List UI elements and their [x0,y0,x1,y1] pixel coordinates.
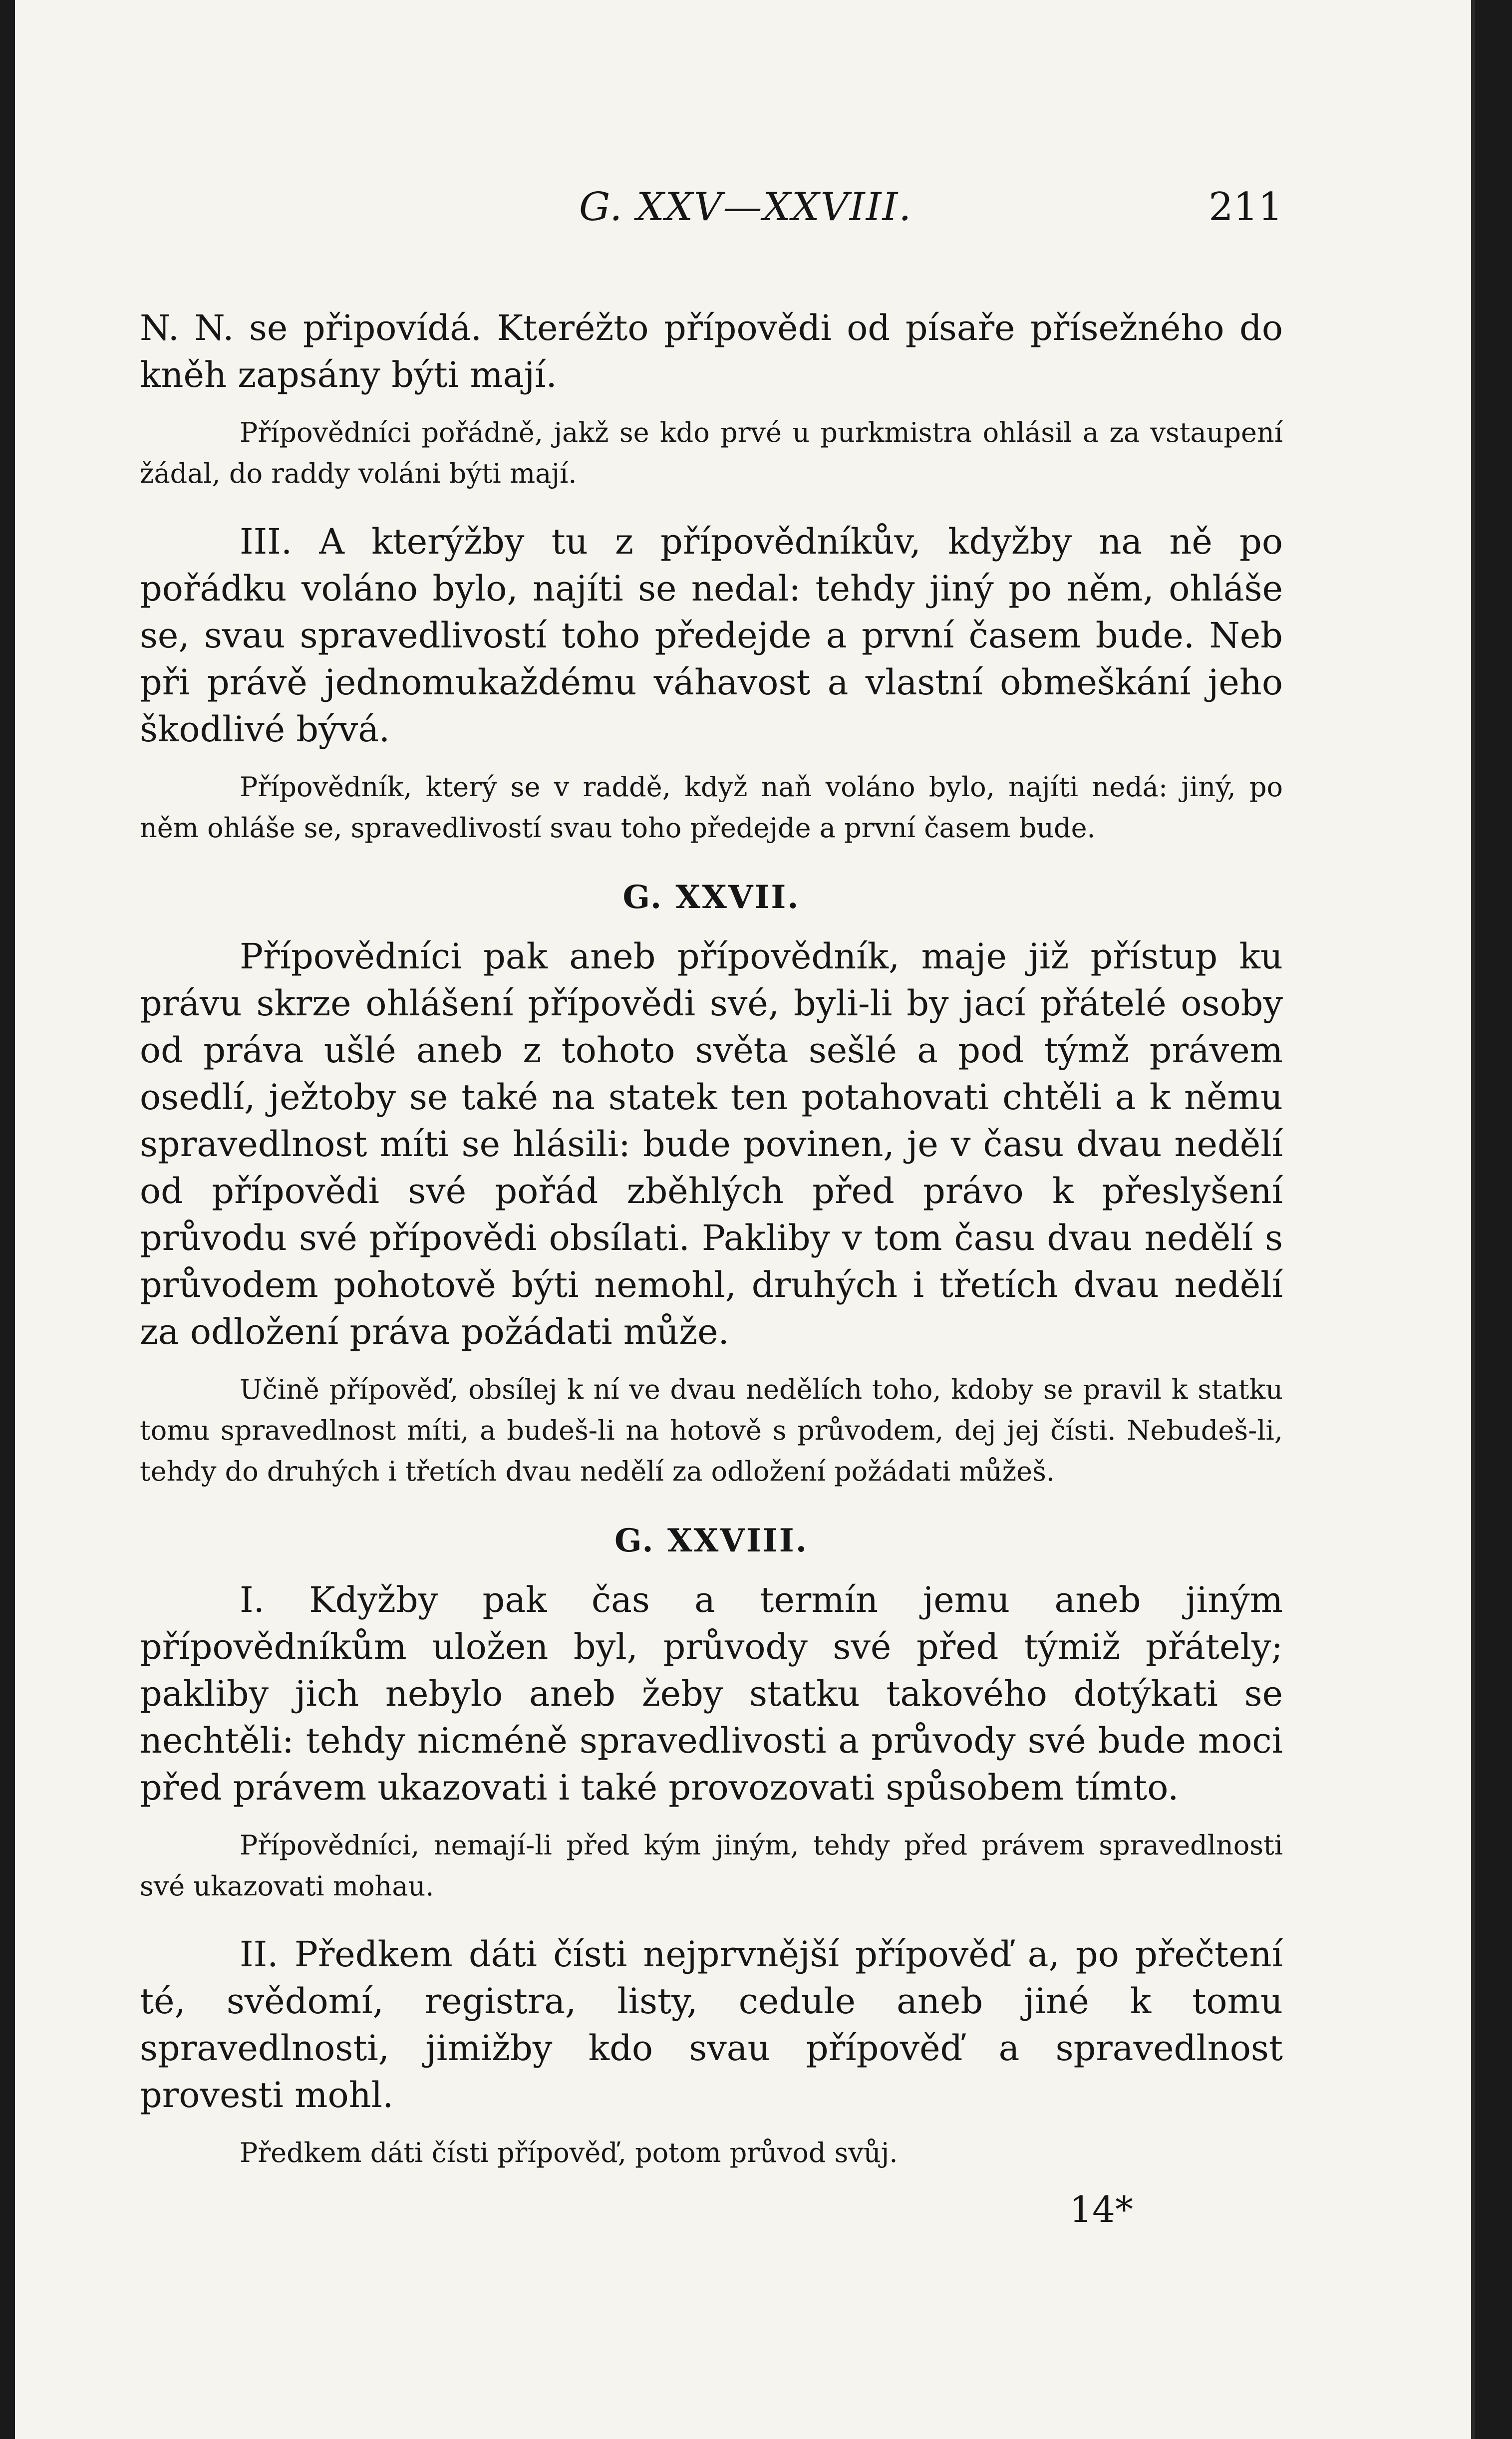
paragraph-gloss: Předkem dáti čísti přípověď, potom průvod svůj. [240,2137,898,2168]
paragraph-main: N. N. se připovídá. Kteréžto přípovědi od písaře přísežného do kněh zapsány býti mají. [140,307,1283,395]
page-number: 211 [1209,185,1283,230]
book-page [15,0,1475,2439]
paragraph-main: Přípovědníci pak aneb přípovědník, maje již přístup ku právu skrze ohlášení přípovědi své, byli-li by jací přátelé osoby od práva ušlé aneb z tohoto světa sešlé a pod týmž právem osedlí, ježtoby se také na statek ten potahovati chtěli a k němu spravedlnost míti se hlásili: bude povinen, je v času dvau nedělí od přípovědi své pořád zběhlých před právo k přeslyšení průvodu své přípovědi obsílati. Pakliby v tom času dvau nedělí s průvodem pohotově býti nemohl, druhých i třetích dvau nedělí za odložení práva požádati může. [140,936,1283,1352]
signature-mark: 14* [1069,2188,1133,2230]
paragraph-main: II. Předkem dáti čísti nejprvnější přípověď a, po přečtení té, svědomí, registra, listy, cedule aneb jiné k tomu spravedlnosti, jimižby kdo svau přípověď a spravedlnost provesti mohl. [140,1934,1283,2116]
paragraph-main: III. A kterýžby tu z přípovědníkův, kdyžby na ně po pořádku voláno bylo, najíti se nedal: tehdy jiný po něm, ohláše se, svau spravedlivostí toho předejde a první časem bude. Neb při právě jednomukaždému váhavost a vlastní obmeškání jeho škodlivé bývá. [140,521,1283,750]
section-heading: G. XXVII. [622,879,800,916]
page-edge [1471,0,1475,2439]
running-head [140,185,1283,240]
paragraph-gloss: Učině přípověď, obsílej k ní ve dvau nedělích toho, kdoby se pravil k statku tomu spravedlnost míti, a budeš-li na hotově s průvodem, dej jej čísti. Nebudeš-li, tehdy do druhých i třetích dvau nedělí za odložení požádati můžeš. [140,1374,1283,1487]
paragraph-gloss: Přípovědníci, nemají-li před kým jiným, tehdy před právem spravedlnosti své ukazovati mohau. [140,1829,1283,1902]
text-column [140,185,1283,2230]
section-heading: G. XXVIII. [614,1522,808,1559]
paragraph-main: I. Kdyžby pak čas a termín jemu aneb jiným přípovědníkům uložen byl, průvody své před týmiž přátely; pakliby jich nebylo aneb žeby statku takového dotýkati se nechtěli: tehdy nicméně spravedlivosti a průvody své bude moci před právem ukazovati i také provozovati spůsobem tímto. [140,1579,1283,1808]
paragraph-gloss: Přípovědníci pořádně, jakž se kdo prvé u purkmistra ohlásil a za vstaupení žádal, do raddy voláni býti mají. [140,417,1283,489]
paragraph-gloss: Přípovědník, který se v raddě, když naň voláno bylo, najíti nedá: jiný, po něm ohláše se, spravedlivostí svau toho předejde a první časem bude. [140,771,1283,844]
running-head-title: G. XXV—XXVIII. [579,185,912,230]
